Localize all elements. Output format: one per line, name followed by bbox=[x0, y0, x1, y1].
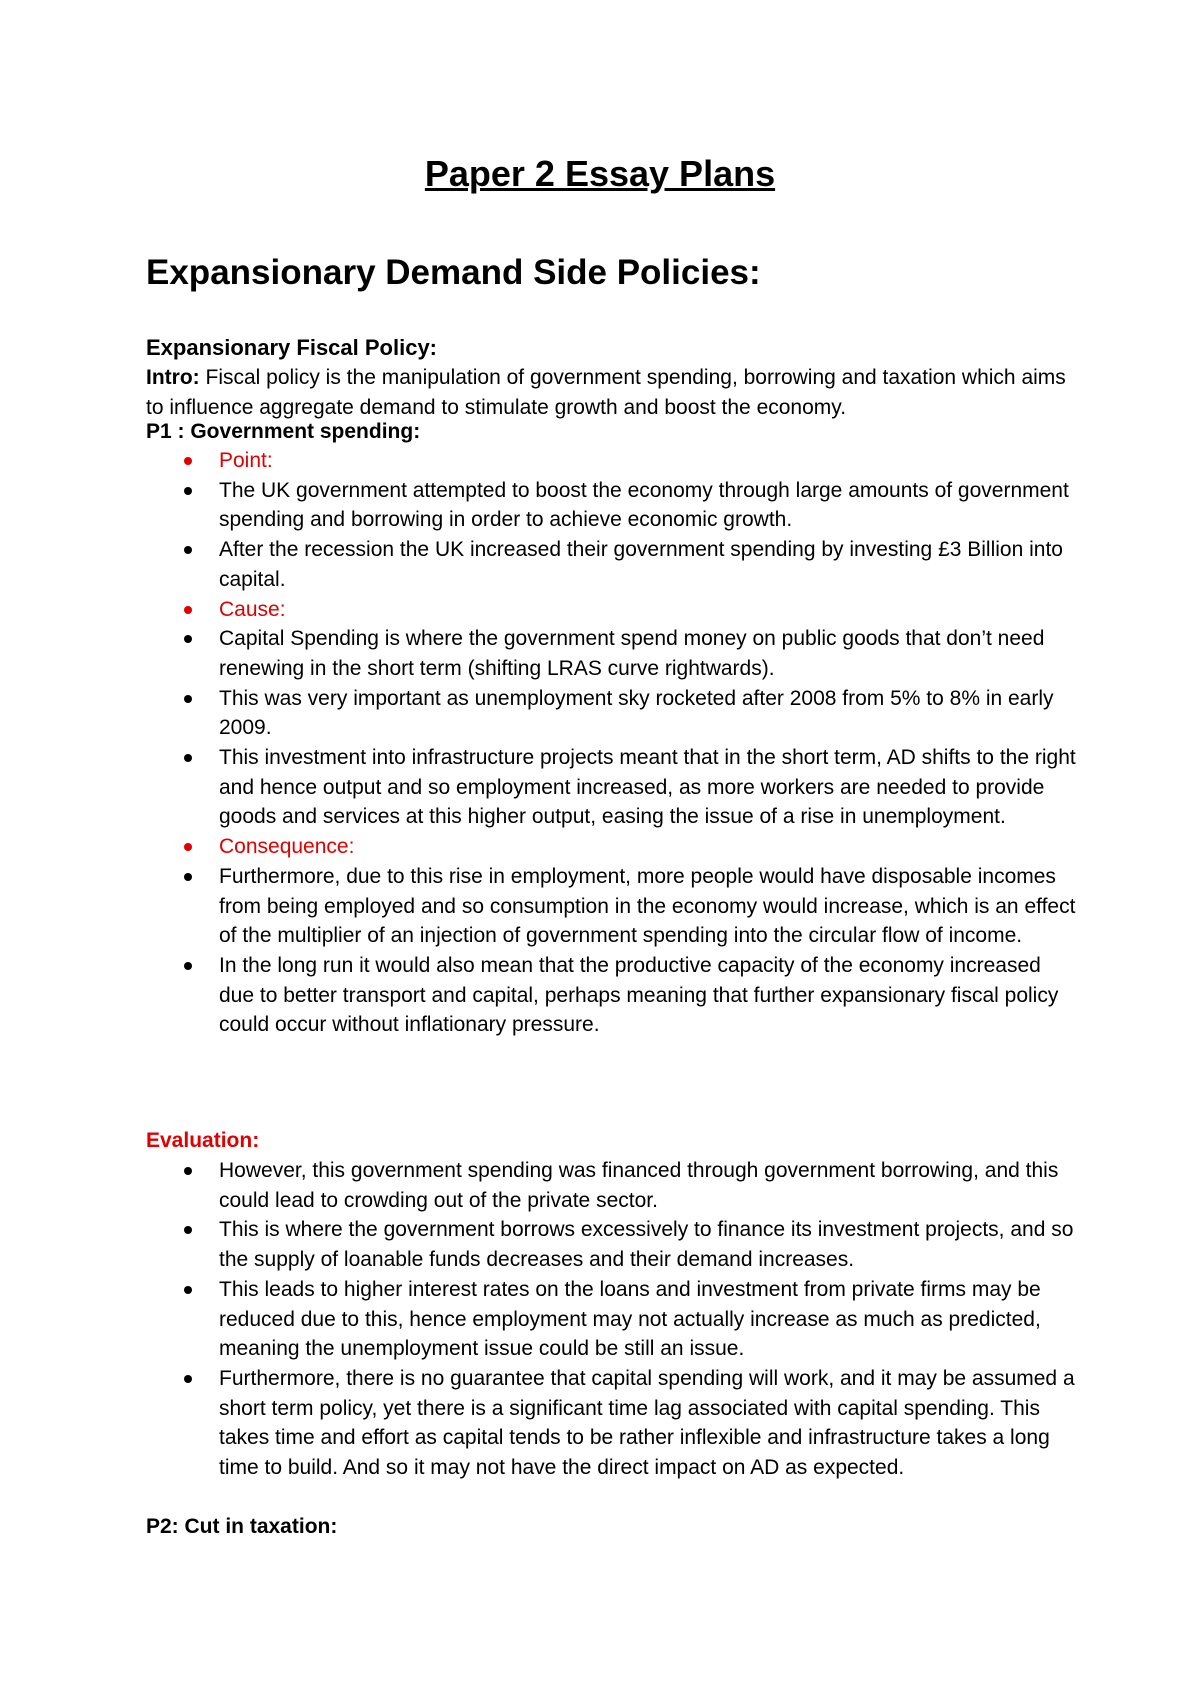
list-item-text: The UK government attempted to boost the economy through large amounts of government spending and borrowing in order to achieve economic growth. bbox=[219, 478, 1069, 532]
list-item-text: Cause: bbox=[219, 597, 286, 621]
page-title: Paper 2 Essay Plans bbox=[424, 153, 776, 194]
list-item bbox=[146, 1215, 1076, 1274]
list-item bbox=[146, 743, 1076, 832]
list-item bbox=[146, 595, 1076, 625]
list-item bbox=[146, 832, 1076, 862]
intro-paragraph bbox=[146, 363, 1076, 423]
section-heading: Expansionary Demand Side Policies: bbox=[146, 253, 761, 292]
intro-label: Intro: bbox=[146, 366, 200, 389]
bullet-icon bbox=[184, 546, 192, 554]
list-item bbox=[146, 535, 1076, 594]
list-item-text: Point: bbox=[219, 449, 273, 472]
list-item-text: However, this government spending was financed through government borrowing, and this could lead to crowding out of the private sector. bbox=[219, 1159, 1059, 1212]
evaluation-bullet-list bbox=[146, 1156, 1076, 1483]
list-item bbox=[146, 684, 1076, 743]
list-item-text: This is where the government borrows excessively to finance its investment projects, and so the supply of loanable funds decreases and their demand increases. bbox=[219, 1218, 1074, 1272]
list-item bbox=[146, 476, 1076, 535]
bullet-icon bbox=[184, 695, 192, 703]
list-item-text: This was very important as unemployment sky rocketed after 2008 from 5% to 8% in early 2009. bbox=[219, 686, 1054, 740]
bullet-icon bbox=[184, 1286, 192, 1294]
bullet-icon bbox=[184, 873, 192, 881]
list-item-text: In the long run it would also mean that the productive capacity of the economy increased due to better transport and capital, perhaps meaning that further expansionary fiscal policy could occur without inflationary pressure. bbox=[219, 953, 1059, 1037]
list-item-text: Consequence: bbox=[219, 835, 355, 859]
p1-bullet-list bbox=[146, 446, 1076, 1040]
bullet-icon bbox=[184, 606, 192, 614]
list-item-text: Furthermore, due to this rise in employment, more people would have disposable incomes from being employed and so consumption in the economy would increase, which is an effect of the multiplier of an injection of government spending into the circular flow of income. bbox=[219, 864, 1076, 948]
list-item-text: Capital Spending is where the government spend money on public goods that don’t need renewing in the short term (shifting LRAS curve rightwards). bbox=[219, 627, 1045, 680]
bullet-icon bbox=[184, 843, 192, 851]
bullet-icon bbox=[184, 1226, 192, 1234]
bullet-icon bbox=[184, 457, 192, 465]
list-item bbox=[146, 1156, 1076, 1215]
sub-heading: Expansionary Fiscal Policy: bbox=[146, 335, 438, 360]
evaluation-heading: Evaluation: bbox=[146, 1129, 260, 1152]
list-item bbox=[146, 1364, 1076, 1483]
intro-text: Fiscal policy is the manipulation of government spending, borrowing and taxation which aims to influence aggregate demand to stimulate growth and boost the economy. bbox=[146, 366, 1066, 419]
list-item bbox=[146, 1275, 1076, 1364]
list-item-text: This investment into infrastructure projects meant that in the short term, AD shifts to the right and hence output and so employment increased, as more workers are needed to provide goods and services at this higher output, easing the issue of a rise in unemployment. bbox=[219, 746, 1076, 829]
list-item-text: After the recession the UK increased their government spending by investing £3 Billion into capital. bbox=[219, 538, 1063, 591]
bullet-icon bbox=[184, 1375, 192, 1383]
bullet-icon bbox=[184, 487, 192, 495]
list-item bbox=[146, 446, 1076, 476]
bullet-icon bbox=[184, 1167, 192, 1175]
list-item-text: This leads to higher interest rates on the loans and investment from private firms may be reduced due to this, hence employment may not actually increase as much as predicted, meaning the unemployment issue could be still an issue. bbox=[219, 1277, 1041, 1361]
bullet-icon bbox=[184, 635, 192, 643]
p2-heading: P2: Cut in taxation: bbox=[146, 1515, 338, 1538]
list-item bbox=[146, 862, 1076, 951]
bullet-icon bbox=[184, 754, 192, 762]
list-item bbox=[146, 951, 1076, 1040]
list-item-text: Furthermore, there is no guarantee that capital spending will work, and it may be assumed a short term policy, yet there is a significant time lag associated with capital spending. This takes time and effort as capital tends to be rather inflexible and infrastructure takes a long time to build. And so it may not have the direct impact on AD as expected. bbox=[219, 1366, 1075, 1480]
list-item bbox=[146, 624, 1076, 683]
p1-heading: P1 : Government spending: bbox=[146, 420, 421, 443]
bullet-icon bbox=[184, 962, 192, 970]
